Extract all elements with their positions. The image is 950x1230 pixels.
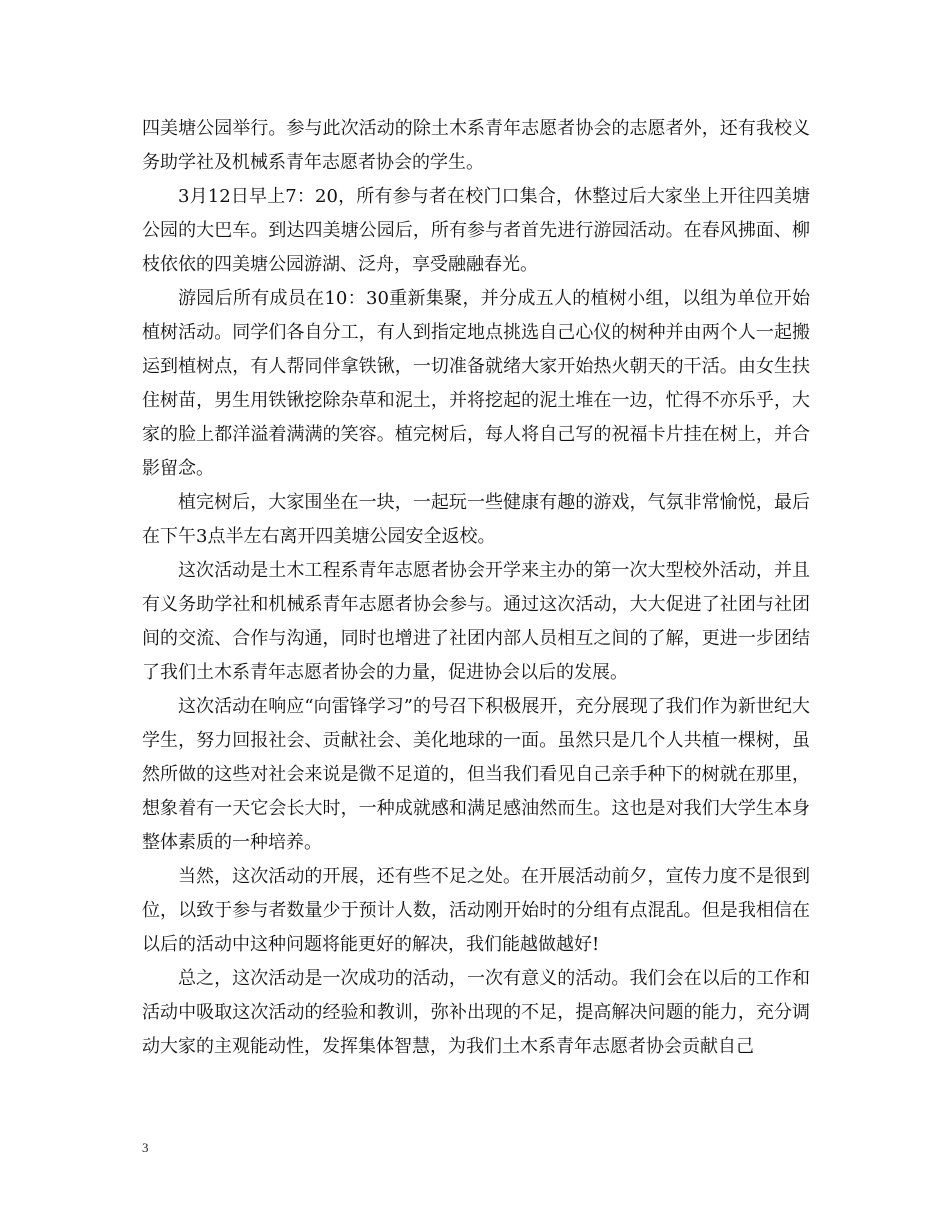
body-text xyxy=(142,112,810,1064)
paragraph-assembly: 3月12日早上7：20，所有参与者在校门口集合，休整过后大家坐上开往四美塘公园的大巴车。到达四美塘公园后，所有参与者首先进行游园活动。在春风拂面、柳枝依依的四美塘公园游湖、泛舟，享受融融春光。 xyxy=(142,186,810,275)
paragraph-significance: 这次活动是土木工程系青年志愿者协会开学来主办的第一次大型校外活动，并且有义务助学社和机械系青年志愿者协会参与。通过这次活动，大大促进了社团与社团间的交流、合作与沟通，同时也增进了社团内部人员相互之间的了解，更进一步团结了我们土木系青年志愿者协会的力量，促进协会以后的发展。 xyxy=(142,560,810,683)
paragraph-games: 植完树后，大家围坐在一块，一起玩一些健康有趣的游戏，气氛非常愉悦，最后在下午3点半左右离开四美塘公园安全返校。 xyxy=(142,492,810,547)
paragraph-planting: 游园后所有成员在10：30重新集聚，并分成五人的植树小组，以组为单位开始植树活动。同学们各自分工，有人到指定地点挑选自己心仪的树种并由两个人一起搬运到植树点，有人帮同伴拿铁锹，一切准备就绪大家开始热火朝天的干活。由女生扶住树苗，男生用铁锹挖除杂草和泥土，并将挖起的泥土堆在一边，忙得不亦乐乎，大家的脸上都洋溢着满满的笑容。植完树后，每人将自己写的祝福卡片挂在树上，并合影留念。 xyxy=(142,288,810,479)
paragraph-lei-feng: 这次活动在响应“向雷锋学习”的号召下积极展开，充分展现了我们作为新世纪大学生，努力回报社会、贡献社会、美化地球的一面。虽然只是几个人共植一棵树，虽然所做的这些对社会来说是微不足道的，但当我们看见自己亲手种下的树就在那里，想象着有一天它会长大时，一种成就感和满足感油然而生。这也是对我们大学生本身整体素质的一种培养。 xyxy=(142,696,810,853)
paragraph-continuation: 四美塘公园举行。参与此次活动的除土木系青年志愿者协会的志愿者外，还有我校义务助学社及机械系青年志愿者协会的学生。 xyxy=(142,118,810,173)
page-number: 3 xyxy=(142,1140,149,1155)
paragraph-shortcomings: 当然，这次活动的开展，还有些不足之处。在开展活动前夕，宣传力度不是很到位，以致于参与者数量少于预计人数，活动刚开始时的分组有点混乱。但是我相信在以后的活动中这种问题将能更好的解决，我们能越做越好! xyxy=(142,866,810,955)
paragraph-conclusion: 总之，这次活动是一次成功的活动，一次有意义的活动。我们会在以后的工作和活动中吸取这次活动的经验和教训，弥补出现的不足，提高解决问题的能力，充分调动大家的主观能动性，发挥集体智慧，为我们土木系青年志愿者协会贡献自己 xyxy=(142,968,810,1057)
